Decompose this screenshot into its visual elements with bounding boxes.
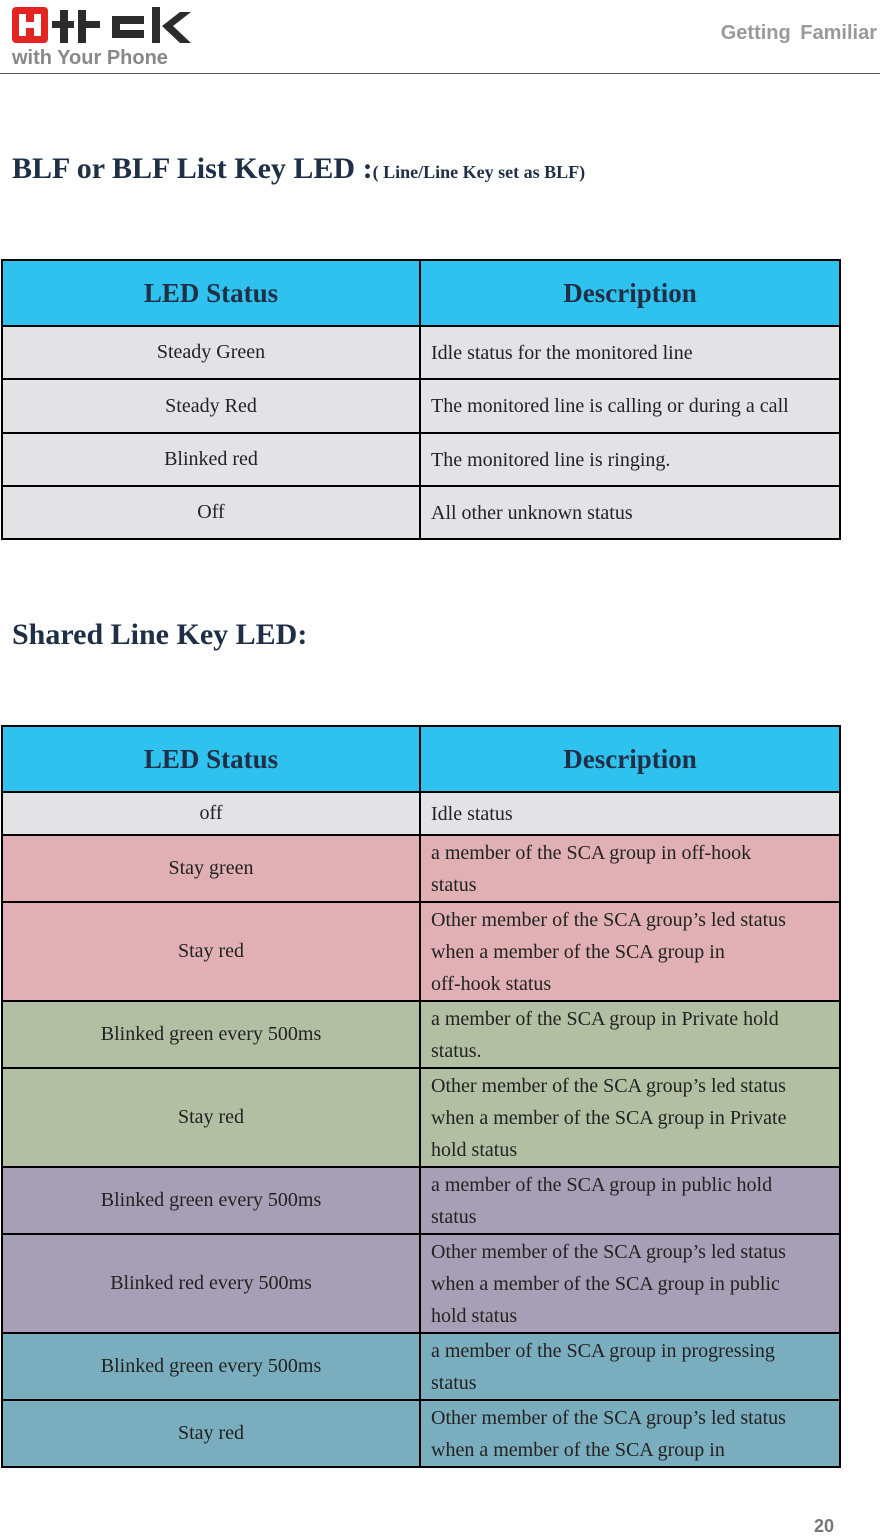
- shared-line-led-table: [1, 725, 841, 1468]
- col-description: Description: [420, 726, 840, 792]
- led-status-cell: Blinked green every 500ms: [2, 1333, 420, 1400]
- page-number: 20: [813, 1516, 834, 1536]
- led-status-cell: Stay red: [2, 1400, 420, 1467]
- description-line: when a member of the SCA group in public: [431, 1272, 780, 1295]
- led-status-cell: Stay red: [2, 902, 420, 1001]
- table-row: [2, 1068, 840, 1167]
- description-line: a member of the SCA group in public hold: [431, 1173, 773, 1196]
- description-line: Other member of the SCA group’s led status: [431, 1240, 786, 1263]
- col-led-status: LED Status: [2, 726, 420, 792]
- blf-led-table: [1, 259, 841, 540]
- led-status-cell: Blinked red every 500ms: [2, 1234, 420, 1333]
- description-cell: The monitored line is calling or during a call: [420, 379, 840, 433]
- description-cell: Idle status for the monitored line: [420, 326, 840, 379]
- description-line: Other member of the SCA group’s led status: [431, 908, 786, 931]
- description-line: when a member of the SCA group in: [431, 1438, 725, 1461]
- description-line: status.: [431, 1039, 482, 1062]
- shared-line-section-title: Shared Line Key LED:: [12, 618, 308, 651]
- header-divider: [0, 73, 880, 74]
- table-row: [2, 1001, 840, 1068]
- led-status-cell: Blinked red: [2, 433, 420, 486]
- table-row: [2, 379, 840, 433]
- table-row: [2, 1167, 840, 1234]
- description-line: status: [431, 1205, 477, 1228]
- description-cell: [420, 1068, 840, 1167]
- blf-title-text: BLF or BLF List Key LED :: [12, 152, 373, 185]
- led-status-cell: Steady Red: [2, 379, 420, 433]
- table-row: [2, 326, 840, 379]
- table-row: [2, 486, 840, 539]
- htek-logo: [12, 6, 202, 44]
- description-line: off-hook status: [431, 972, 552, 995]
- description-cell: [420, 902, 840, 1001]
- led-status-cell: Stay red: [2, 1068, 420, 1167]
- description-line: status: [431, 1371, 477, 1394]
- description-cell: The monitored line is ringing.: [420, 433, 840, 486]
- blf-title-note: ( Line/Line Key set as BLF): [372, 162, 586, 182]
- led-status-cell: off: [2, 792, 420, 835]
- led-status-cell: Stay green: [2, 835, 420, 902]
- header-section-title: Getting Familiar: [720, 22, 877, 44]
- table-row: [2, 902, 840, 1001]
- description-line: a member of the SCA group in off-hook: [431, 841, 752, 864]
- description-line: Idle status: [431, 802, 513, 825]
- description-line: when a member of the SCA group in: [431, 940, 725, 963]
- description-cell: [420, 1333, 840, 1400]
- description-line: Other member of the SCA group’s led status: [431, 1074, 786, 1097]
- led-status-cell: Off: [2, 486, 420, 539]
- description-cell: [420, 1400, 840, 1467]
- description-cell: [420, 1167, 840, 1234]
- shared-table-header: [2, 726, 840, 792]
- description-cell: All other unknown status: [420, 486, 840, 539]
- led-status-cell: Blinked green every 500ms: [2, 1167, 420, 1234]
- description-cell: [420, 1234, 840, 1333]
- table-row: [2, 792, 840, 835]
- description-cell: [420, 1001, 840, 1068]
- table-row: [2, 1234, 840, 1333]
- blf-section-title: [12, 152, 585, 186]
- table-row: [2, 1400, 840, 1467]
- description-line: status: [431, 873, 477, 896]
- col-led-status: LED Status: [2, 260, 420, 326]
- description-line: hold status: [431, 1304, 518, 1327]
- description-cell: [420, 835, 840, 902]
- col-description: Description: [420, 260, 840, 326]
- table-row: [2, 433, 840, 486]
- header-subtitle: with Your Phone: [12, 47, 168, 69]
- table-row: [2, 835, 840, 902]
- table-row: [2, 1333, 840, 1400]
- led-status-cell: Blinked green every 500ms: [2, 1001, 420, 1068]
- description-line: a member of the SCA group in Private hold: [431, 1007, 779, 1030]
- blf-table-header: [2, 260, 840, 326]
- description-line: Other member of the SCA group’s led status: [431, 1406, 786, 1429]
- description-line: a member of the SCA group in progressing: [431, 1339, 775, 1362]
- description-line: when a member of the SCA group in Private: [431, 1106, 787, 1129]
- description-line: hold status: [431, 1138, 518, 1161]
- description-cell: [420, 792, 840, 835]
- led-status-cell: Steady Green: [2, 326, 420, 379]
